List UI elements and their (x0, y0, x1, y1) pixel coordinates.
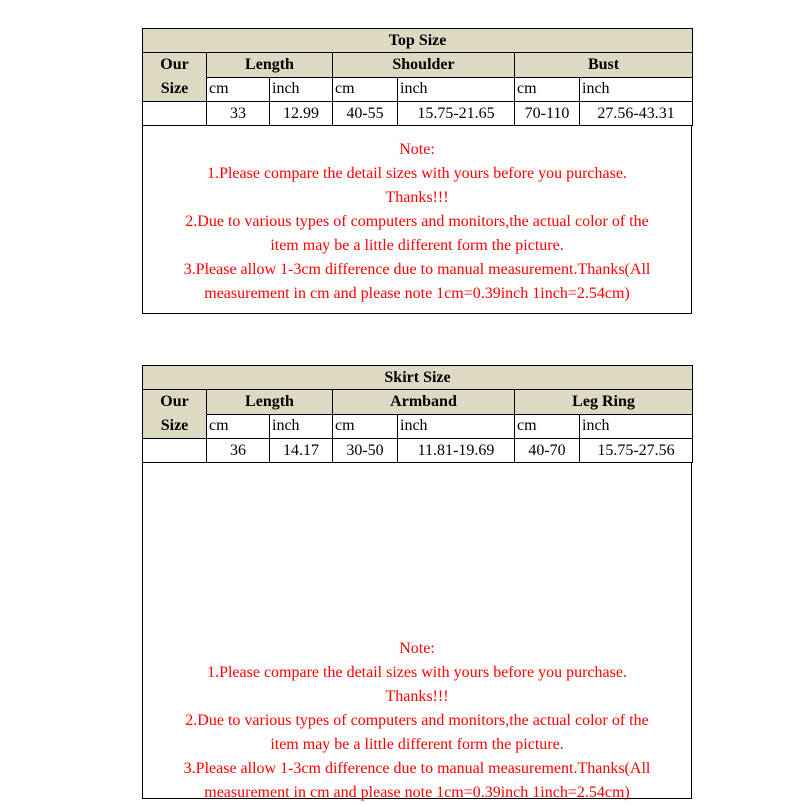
value-cell: 14.17 (270, 439, 333, 463)
unit-cell: inch (580, 77, 693, 102)
note-line: measurement in cm and please note 1cm=0.39inch 1inch=2.54cm) (204, 285, 630, 302)
skirt-size-chart (142, 365, 692, 799)
value-cell: 70-110 (515, 102, 580, 126)
top-note-box (142, 126, 692, 314)
size-label-cell (143, 439, 207, 463)
our-size-line2: Size (160, 417, 189, 434)
length-header: Length (207, 390, 333, 415)
note-heading: Note: (399, 640, 435, 657)
unit-cell: cm (333, 77, 398, 102)
skirt-note-box (142, 463, 692, 799)
value-cell: 15.75-21.65 (398, 102, 515, 126)
value-cell: 40-55 (333, 102, 398, 126)
unit-cell: inch (580, 414, 693, 439)
unit-cell: inch (270, 77, 333, 102)
unit-cell: inch (398, 77, 515, 102)
unit-cell: cm (515, 77, 580, 102)
unit-cell: inch (398, 414, 515, 439)
note-line: 3.Please allow 1-3cm difference due to manual measurement.Thanks(All (183, 261, 651, 278)
note-line: 2.Due to various types of computers and monitors,the actual color of the (185, 712, 649, 729)
note-line: Thanks!!! (385, 688, 449, 705)
our-size-line1: Our (160, 56, 189, 73)
unit-cell: cm (515, 414, 580, 439)
value-cell: 40-70 (515, 439, 580, 463)
value-cell: 15.75-27.56 (580, 439, 693, 463)
armband-header: Armband (333, 390, 515, 415)
top-size-table (142, 28, 693, 126)
unit-cell: cm (207, 414, 270, 439)
bust-header: Bust (515, 53, 693, 78)
value-cell: 30-50 (333, 439, 398, 463)
our-size-header (143, 53, 207, 102)
unit-cell: inch (270, 414, 333, 439)
value-cell: 33 (207, 102, 270, 126)
note-line: item may be a little different form the picture. (270, 736, 564, 753)
shoulder-header: Shoulder (333, 53, 515, 78)
top-size-chart (142, 28, 692, 314)
size-label-cell (143, 102, 207, 126)
note-line: 3.Please allow 1-3cm difference due to manual measurement.Thanks(All (183, 760, 651, 777)
length-header: Length (207, 53, 333, 78)
leg-ring-header: Leg Ring (515, 390, 693, 415)
our-size-line1: Our (160, 393, 189, 410)
note-line: 2.Due to various types of computers and monitors,the actual color of the (185, 213, 649, 230)
unit-cell: cm (207, 77, 270, 102)
unit-cell: cm (333, 414, 398, 439)
note-line: 1.Please compare the detail sizes with yours before you purchase. (207, 165, 627, 182)
value-cell: 36 (207, 439, 270, 463)
note-line: item may be a little different form the picture. (270, 237, 564, 254)
note-line: 1.Please compare the detail sizes with yours before you purchase. (207, 664, 627, 681)
skirt-size-title: Skirt Size (143, 366, 693, 390)
note-line: Thanks!!! (385, 189, 449, 206)
value-cell: 12.99 (270, 102, 333, 126)
value-cell: 11.81-19.69 (398, 439, 515, 463)
our-size-header (143, 390, 207, 439)
value-cell: 27.56-43.31 (580, 102, 693, 126)
our-size-line2: Size (160, 80, 189, 97)
top-size-title: Top Size (143, 29, 693, 53)
skirt-size-table (142, 365, 693, 463)
note-line: measurement in cm and please note 1cm=0.39inch 1inch=2.54cm) (204, 784, 630, 801)
note-heading: Note: (399, 141, 435, 158)
